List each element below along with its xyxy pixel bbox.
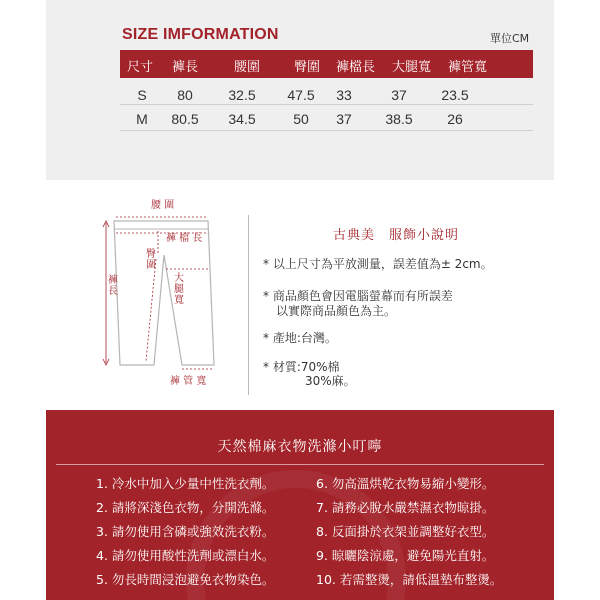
- care-title: 天然棉麻衣物洗滌小叮嚀: [217, 439, 383, 455]
- diagram-label-hip: 臀圍: [146, 249, 156, 271]
- cell-thigh: 38.5: [385, 111, 413, 127]
- size-title: SIZE IMFORMATION: [122, 26, 279, 43]
- care-divider: [56, 464, 544, 465]
- cell-size: M: [136, 111, 148, 127]
- note-origin: * 產地:台灣。: [263, 331, 337, 345]
- care-item: 2. 請將深淺色衣物，分開洗滌。: [96, 500, 275, 515]
- care-item: 9. 晾曬陰涼處，避免陽光直射。: [316, 548, 495, 563]
- care-item: 1. 冷水中加入少量中性洗衣劑。: [96, 476, 275, 491]
- cell-hem: 26: [447, 111, 463, 127]
- care-item: 4. 請勿使用酸性洗劑或漂白水。: [96, 548, 275, 563]
- note-material-cont: 30%麻。: [305, 374, 356, 388]
- diagram-label-rise: 褲 檔 長: [166, 233, 203, 244]
- care-item: 8. 反面掛於衣架並調整好衣型。: [316, 524, 495, 539]
- pants-measurement-diagram: [96, 195, 246, 395]
- row-divider: [120, 104, 533, 105]
- header-waist: 腰圍: [234, 60, 261, 75]
- care-item: 5. 勿長時間浸泡避免衣物染色。: [96, 572, 275, 587]
- notes-title: 古典美 服飾小說明: [333, 228, 460, 243]
- header-hip: 臀圍: [294, 60, 321, 75]
- cell-rise: 33: [336, 87, 352, 103]
- note-color: * 商品顏色會因電腦螢幕而有所誤差: [263, 289, 453, 303]
- header-thigh: 大腿寬: [392, 60, 432, 75]
- cell-hip: 47.5: [287, 87, 315, 103]
- header-length: 褲長: [172, 60, 199, 75]
- cell-rise: 37: [336, 111, 352, 127]
- diagram-label-length: 褲長: [108, 275, 118, 297]
- care-item: 10. 若需整燙，請低溫墊布整燙。: [316, 572, 503, 587]
- cell-length: 80.5: [171, 111, 199, 127]
- care-item: 6. 勿高溫烘乾衣物易縮小變形。: [316, 476, 495, 491]
- cell-waist: 34.5: [228, 111, 256, 127]
- diagram-label-waist: 腰 圍: [151, 200, 175, 211]
- cell-hip: 50: [293, 111, 309, 127]
- header-hem: 褲管寬: [448, 60, 488, 75]
- size-table-header: [120, 50, 533, 78]
- cell-waist: 32.5: [228, 87, 256, 103]
- diagram-label-hem: 褲 管 寬: [170, 376, 207, 387]
- cell-hem: 23.5: [441, 87, 469, 103]
- cell-thigh: 37: [391, 87, 407, 103]
- pants-outline-icon: [96, 195, 246, 395]
- care-item: 3. 請勿使用含磷或強效洗衣粉。: [96, 524, 275, 539]
- row-divider: [120, 130, 533, 131]
- care-instructions-panel: [46, 410, 554, 600]
- note-measurement: * 以上尺寸為平放測量，誤差值為± 2cm。: [263, 257, 493, 271]
- note-material: * 材質:70%棉: [263, 360, 340, 374]
- cell-size: S: [137, 87, 147, 103]
- note-color-cont: 以實際商品顏色為主。: [276, 304, 397, 318]
- care-item: 7. 請務必脫水嚴禁濕衣物晾掛。: [316, 500, 495, 515]
- header-rise: 褲檔長: [336, 60, 376, 75]
- cell-length: 80: [177, 87, 193, 103]
- header-size: 尺寸: [127, 60, 154, 75]
- diagram-label-thigh: 大腿寬: [174, 273, 184, 306]
- section-divider: [248, 215, 249, 395]
- unit-label: 單位CM: [490, 32, 530, 45]
- size-information-panel: [46, 0, 554, 180]
